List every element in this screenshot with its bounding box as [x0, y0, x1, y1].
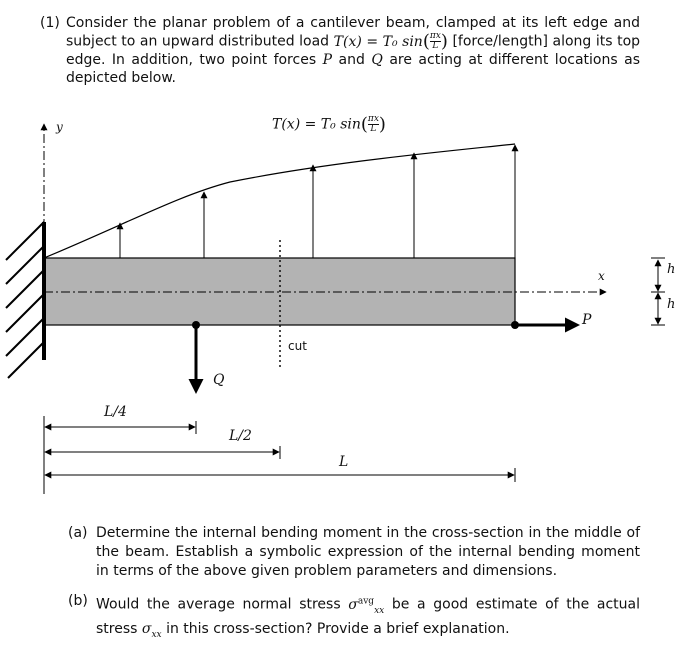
wall-hatching: [6, 222, 44, 378]
problem-text-b: [force/length] along its top edge. In addition, two point forces: [66, 33, 641, 68]
sigma2-sub: xx: [151, 630, 162, 641]
sigma-avg: [348, 596, 385, 616]
question-a-tag: (a): [68, 525, 88, 541]
dim-half-label: L/2: [229, 428, 252, 444]
problem-text-c: and: [338, 52, 365, 68]
question-a-text: Determine the internal bending moment in the cross-section in the middle of the beam. Establish a symbolic expression of the internal bending moment in terms of the above given problem parameters and dimensions.: [96, 525, 640, 579]
question-b-mid: be a good estimate of the actual stress: [96, 596, 640, 638]
load-expression: T(x) = T₀ sin( $\frac{\pi x}{L}$ ): [333, 30, 448, 52]
label-frac-den: L: [368, 124, 379, 134]
question-a: [68, 524, 640, 581]
x-axis-label: x: [598, 269, 605, 283]
dim-quarter-label: L/4: [104, 404, 127, 420]
dim-full-label: L: [339, 454, 349, 470]
problem-text-d: are acting at different locations as depicted below.: [66, 52, 641, 86]
thickness-h-bottom: h: [667, 297, 676, 312]
sigma2-symbol: σ: [141, 621, 152, 638]
force-q-label: Q: [213, 372, 225, 388]
cut-label: cut: [288, 339, 307, 353]
load-label-text: T(x) = T₀ sin: [272, 116, 361, 133]
sigma-sub: xx: [374, 605, 385, 616]
force-p-label: P: [582, 312, 592, 328]
thickness-h-top: h: [667, 262, 676, 277]
question-b-text: [96, 592, 640, 645]
question-b-post: in this cross-section? Provide a brief explanation.: [166, 621, 510, 638]
sigma-xx: [141, 621, 162, 641]
problem-number: (1): [40, 15, 60, 31]
load-label: T(x) = T₀ sin( $\frac{\pi x}{L}$ ): [272, 114, 386, 135]
problem-text-a: Consider the planar problem of a cantilever beam, clamped at its left edge and subject to an upward distributed load: [66, 15, 640, 50]
problem-force-q: Q: [371, 52, 383, 68]
question-b: [68, 592, 640, 645]
load-expr: T(x) = T₀ sin: [333, 33, 423, 50]
problem-force-p: P: [322, 52, 333, 68]
length-dimensions: [44, 416, 515, 494]
load-label-fraction: [368, 115, 379, 134]
frac-den: L: [430, 41, 441, 51]
sigma-sup: avg: [357, 596, 375, 606]
frac-num: πx: [429, 31, 441, 41]
label-frac-num: πx: [367, 114, 379, 124]
sigma-symbol: σ: [348, 596, 358, 613]
question-b-tag: (b): [68, 593, 88, 609]
question-b-pre: Would the average normal stress: [96, 596, 341, 613]
thickness-dimension: [651, 258, 665, 325]
y-axis-label: y: [56, 120, 63, 134]
